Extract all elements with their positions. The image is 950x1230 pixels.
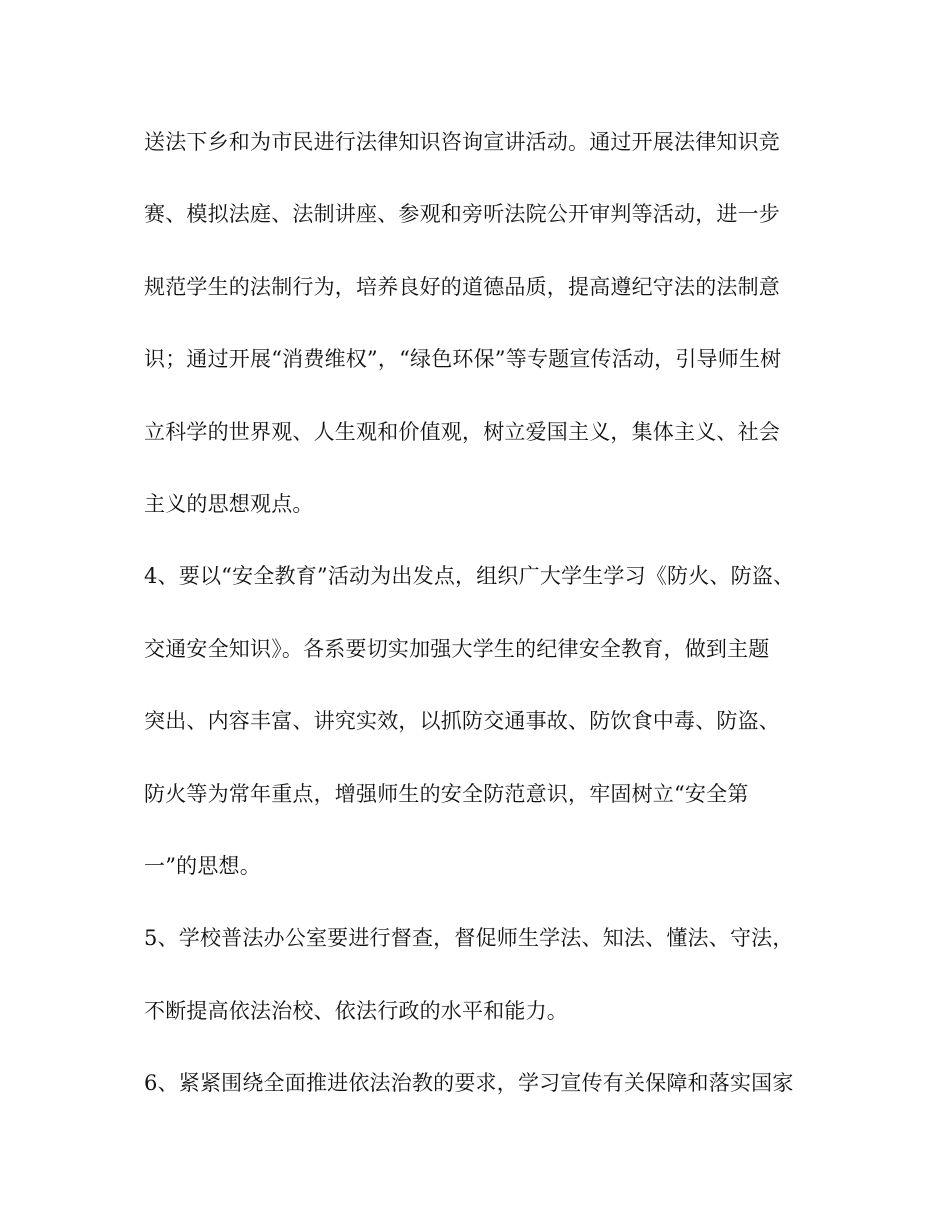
text-line-14: 6、紧紧围绕全面推进依法治教的要求，学习宣传有关保障和落实国家 <box>144 1071 794 1095</box>
text-line-2: 赛、模拟法庭、法制讲座、参观和旁听法院公开审判等活动，进一步 <box>144 202 780 226</box>
text-line-6: 主义的思想观点。 <box>144 492 314 516</box>
text-line-13: 不断提高依法治校、依法行政的水平和能力。 <box>144 999 568 1023</box>
text-line-11: 一”的思想。 <box>144 854 261 878</box>
text-line-9: 突出、内容丰富、讲究实效，以抓防交通事故、防饮食中毒、防盗、 <box>144 709 780 733</box>
text-line-7: 4、要以“安全教育”活动为出发点，组织广大学生学习《防火、防盗、 <box>144 564 795 588</box>
text-line-4: 识；通过开展“消费维权”，“绿色环保”等专题宣传活动，引导师生树 <box>144 347 782 371</box>
text-line-3: 规范学生的法制行为，培养良好的道德品质，提高遵纪守法的法制意 <box>144 275 780 299</box>
text-line-5: 立科学的世界观、人生观和价值观，树立爱国主义，集体主义、社会 <box>144 420 780 444</box>
text-line-12: 5、学校普法办公室要进行督查，督促师生学法、知法、懂法、守法， <box>144 926 794 950</box>
text-line-8: 交通安全知识》。各系要切实加强大学生的纪律安全教育，做到主题 <box>144 637 770 661</box>
text-line-10: 防火等为常年重点，增强师生的安全防范意识，牢固树立“安全第 <box>144 782 749 806</box>
text-line-1: 送法下乡和为市民进行法律知识咨询宣讲活动。通过开展法律知识竞 <box>144 130 780 154</box>
